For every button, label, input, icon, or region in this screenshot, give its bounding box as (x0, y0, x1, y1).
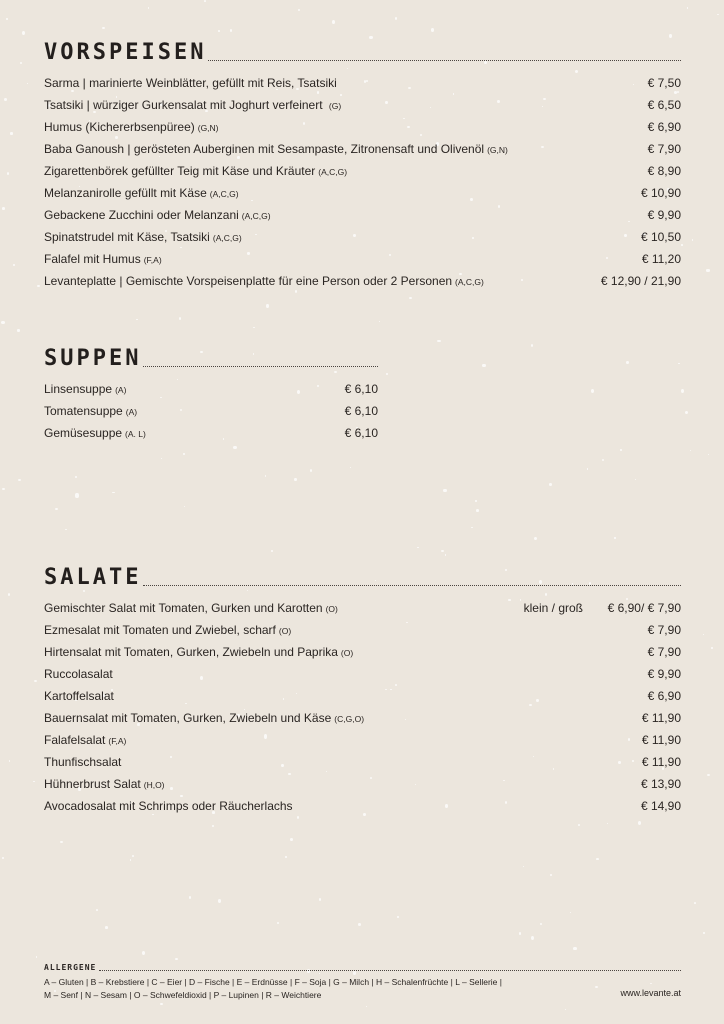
item-price: € 6,90 (647, 689, 681, 703)
paper-speck (34, 680, 37, 682)
paper-speck (136, 319, 137, 320)
paper-speck (37, 285, 39, 287)
item-name (44, 248, 162, 271)
dotted-rule (99, 970, 681, 971)
menu-item (44, 378, 378, 400)
item-price: € 13,90 (640, 777, 681, 791)
paper-speck (112, 492, 114, 494)
paper-speck (266, 304, 269, 307)
paper-speck (476, 509, 479, 512)
paper-speck (681, 389, 684, 393)
paper-speck (75, 493, 78, 497)
menu-item (44, 663, 681, 685)
menu-item (44, 422, 378, 444)
menu-item (44, 248, 681, 270)
paper-speck (298, 9, 300, 12)
menu-item (44, 270, 681, 292)
item-allergens: (A. L) (125, 429, 146, 439)
paper-speck (685, 411, 688, 414)
paper-speck (395, 17, 397, 20)
item-name-text: Avocadosalat mit Schrimps oder Räucherlachs (44, 799, 293, 813)
paper-speck (96, 909, 98, 911)
menu-item (44, 751, 681, 773)
item-allergens: (G,N) (197, 123, 219, 133)
paper-speck (445, 554, 447, 556)
paper-speck (332, 20, 335, 24)
item-name-text: Tomatensuppe (44, 404, 123, 418)
menu-item (44, 400, 378, 422)
item-name (44, 204, 271, 227)
item-price: € 8,90 (647, 164, 681, 178)
paper-speck (55, 508, 58, 510)
section-header (44, 348, 378, 370)
item-allergens: (O) (340, 648, 354, 658)
item-price: € 7,90 (647, 645, 681, 659)
item-allergens: (A,C,G) (209, 189, 239, 199)
item-name-text: Spinatstrudel mit Käse, Tsatsiki (44, 230, 210, 244)
item-name-text: Hirtensalat mit Tomaten, Gurken, Zwiebeln und Paprika (44, 645, 338, 659)
menu-item (44, 729, 681, 751)
item-name (44, 707, 364, 730)
menu-item (44, 182, 681, 204)
paper-speck (2, 488, 5, 490)
item-allergens: (A) (125, 407, 138, 417)
item-name (44, 94, 341, 117)
allergen-legend-line: A – Gluten | B – Krebstiere | C – Eier | D – Fische | E – Erdnüsse | F – Soja | G – Milch | H – Schalenfrüchte | L – Sellerie | (44, 977, 502, 987)
item-allergens: (A,C,G) (241, 211, 271, 221)
item-name (44, 378, 126, 401)
item-name (44, 226, 242, 249)
paper-speck (441, 550, 444, 552)
item-name-text: Gemüsesuppe (44, 426, 123, 440)
paper-speck (482, 364, 485, 368)
paper-speck (607, 823, 608, 825)
paper-speck (540, 923, 542, 926)
item-allergens: (C,G,O) (334, 714, 365, 724)
section-salate (44, 567, 681, 817)
paper-speck (294, 478, 296, 481)
item-price: € 6,90/ € 7,90 (607, 601, 681, 615)
paper-speck (519, 932, 522, 934)
item-name-text: Kartoffelsalat (44, 689, 114, 703)
item-allergens: (A,C,G) (212, 233, 242, 243)
item-price: € 11,90 (641, 733, 681, 747)
item-name (44, 641, 353, 664)
paper-speck (253, 327, 255, 328)
paper-speck (587, 468, 589, 470)
paper-speck (189, 896, 191, 899)
menu-item (44, 707, 681, 729)
menu-item (44, 204, 681, 226)
item-name (44, 729, 126, 752)
paper-speck (717, 14, 719, 15)
menu-list-salate (44, 597, 681, 817)
paper-speck (678, 363, 680, 364)
paper-speck (105, 926, 108, 929)
item-name (44, 751, 121, 773)
paper-speck (409, 297, 412, 299)
menu-item (44, 685, 681, 707)
item-name-text: Thunfischsalat (44, 755, 122, 769)
paper-speck (578, 824, 580, 826)
paper-speck (614, 537, 615, 538)
paper-speck (184, 506, 185, 507)
paper-speck (9, 760, 10, 762)
paper-speck (2, 207, 5, 210)
paper-speck (379, 321, 380, 322)
item-size: klein / groß (523, 601, 583, 615)
paper-speck (290, 838, 293, 841)
menu-item (44, 597, 681, 619)
paper-speck (27, 83, 28, 84)
paper-speck (60, 841, 63, 843)
item-allergens: (A,C,G) (455, 277, 484, 287)
item-name (44, 138, 508, 161)
paper-speck (706, 269, 709, 271)
section-header (44, 567, 681, 589)
item-name-text: Sarma | marinierte Weinblätter, gefüllt mit Reis, Tsatsiki (44, 76, 337, 90)
item-price: € 10,50 (640, 230, 681, 244)
paper-speck (573, 947, 576, 950)
allergen-footer (44, 963, 681, 1002)
item-allergens: (G) (328, 101, 342, 111)
item-name (44, 795, 293, 817)
paper-speck (638, 821, 641, 825)
paper-speck (703, 634, 704, 635)
paper-speck (65, 529, 67, 531)
paper-speck (523, 866, 524, 867)
paper-speck (218, 899, 221, 903)
paper-speck (161, 458, 162, 459)
paper-speck (179, 317, 181, 320)
allergen-legend-line: M – Senf | N – Sesam | O – Schwefeldioxid | P – Lupinen | R – Weichtiere (44, 990, 322, 1000)
paper-speck (681, 244, 683, 246)
menu-item (44, 641, 681, 663)
item-price: € 6,10 (344, 382, 378, 396)
paper-speck (635, 479, 637, 480)
item-name (44, 685, 114, 707)
paper-speck (102, 27, 104, 29)
menu-item (44, 72, 681, 94)
paper-speck (17, 329, 19, 331)
paper-speck (218, 30, 219, 32)
paper-speck (4, 98, 7, 102)
paper-speck (10, 132, 13, 134)
item-price: € 6,90 (647, 120, 681, 134)
item-allergens: (H,O) (143, 780, 165, 790)
paper-speck (711, 647, 713, 650)
paper-speck (8, 593, 10, 596)
menu-item (44, 226, 681, 248)
section-vorspeisen (44, 42, 681, 292)
paper-speck (437, 340, 440, 343)
paper-speck (22, 31, 25, 35)
item-allergens: (F,A) (108, 736, 127, 746)
item-price: € 7,50 (647, 76, 681, 90)
item-name-text: Ruccolasalat (44, 667, 113, 681)
paper-speck (531, 344, 533, 347)
item-price: € 10,90 (640, 186, 681, 200)
paper-speck (707, 774, 710, 776)
paper-speck (602, 459, 604, 461)
item-price: € 11,90 (641, 755, 681, 769)
paper-speck (33, 781, 35, 783)
paper-speck (1, 321, 4, 324)
item-price: € 6,50 (647, 98, 681, 112)
paper-speck (687, 7, 689, 8)
item-name-text: Levanteplatte | Gemischte Vorspeisenplatte für eine Person oder 2 Personen (44, 274, 453, 288)
item-name-text: Humus (Kichererbsenpüree) (44, 120, 195, 134)
paper-speck (620, 449, 622, 450)
item-price: € 7,90 (647, 142, 681, 156)
allergen-title: ALLERGENE (44, 963, 97, 972)
paper-speck (692, 239, 693, 241)
paper-speck (570, 912, 571, 913)
paper-speck (531, 936, 534, 940)
paper-speck (2, 857, 3, 859)
item-name (44, 663, 113, 685)
paper-speck (358, 923, 361, 926)
paper-speck (369, 36, 372, 39)
menu-item (44, 116, 681, 138)
item-price: € 6,10 (344, 404, 378, 418)
paper-speck (690, 450, 692, 451)
paper-speck (591, 389, 594, 393)
item-name-text: Zigarettenbörek gefüllter Teig mit Käse und Kräuter (44, 164, 316, 178)
item-name (44, 773, 165, 796)
paper-speck (550, 874, 552, 876)
paper-speck (142, 951, 145, 955)
paper-speck (417, 547, 418, 548)
paper-speck (350, 467, 351, 468)
item-name (44, 270, 484, 293)
paper-speck (277, 922, 279, 924)
paper-speck (36, 956, 37, 958)
item-name-text: Bauernsalat mit Tomaten, Gurken, Zwiebeln und Käse (44, 711, 332, 725)
section-title-salate: SALATE (44, 565, 142, 590)
paper-speck (366, 1006, 368, 1007)
paper-speck (565, 1009, 566, 1010)
paper-speck (549, 483, 552, 486)
paper-speck (130, 859, 132, 860)
section-header (44, 42, 681, 64)
paper-speck (233, 446, 236, 449)
item-price: € 11,90 (641, 711, 681, 725)
paper-speck (431, 28, 434, 31)
item-name-text: Falafelsalat (44, 733, 106, 747)
item-name-text: Hühnerbrust Salat (44, 777, 141, 791)
item-name-text: Falafel mit Humus (44, 252, 141, 266)
item-name-text: Tsatsiki | würziger Gurkensalat mit Joghurt verfeinert (44, 98, 326, 112)
website-link[interactable]: www.levante.at (620, 988, 681, 998)
dotted-rule (143, 585, 681, 586)
paper-speck (471, 527, 473, 529)
menu-list-suppen (44, 378, 378, 444)
item-price: € 9,90 (647, 667, 681, 681)
item-name-text: Gebackene Zucchini oder Melanzani (44, 208, 239, 222)
paper-speck (534, 537, 537, 540)
paper-speck (386, 373, 388, 375)
paper-speck (18, 479, 21, 481)
paper-speck (596, 858, 598, 860)
paper-speck (310, 469, 312, 472)
item-name-text: Melanzanirolle gefüllt mit Käse (44, 186, 207, 200)
menu-item (44, 795, 681, 817)
item-name-text: Baba Ganoush | gerösteten Auberginen mit Sesampaste, Zitronensaft und Olivenöl (44, 142, 485, 156)
menu-item (44, 773, 681, 795)
paper-speck (443, 489, 446, 493)
item-name (44, 72, 337, 94)
paper-speck (212, 825, 214, 828)
paper-speck (626, 361, 629, 364)
item-name (44, 400, 137, 423)
item-allergens: (O) (278, 626, 292, 636)
paper-speck (75, 476, 77, 479)
paper-speck (20, 62, 22, 64)
paper-speck (160, 1003, 163, 1005)
paper-speck (265, 475, 266, 477)
section-title-vorspeisen: VORSPEISEN (44, 40, 207, 65)
item-name-text: Ezmesalat mit Tomaten und Zwiebel, scharf (44, 623, 276, 637)
item-allergens: (F,A) (143, 255, 162, 265)
paper-speck (319, 898, 321, 901)
item-name (44, 597, 338, 620)
menu-list-vorspeisen (44, 72, 681, 292)
paper-speck (132, 855, 134, 857)
item-allergens: (G,N) (487, 145, 508, 155)
item-name (44, 160, 347, 183)
paper-speck (183, 453, 185, 455)
paper-speck (397, 916, 399, 917)
dotted-rule (143, 366, 378, 367)
item-price: € 9,90 (647, 208, 681, 222)
section-suppen (44, 348, 378, 444)
item-name (44, 116, 219, 139)
paper-speck (285, 856, 288, 858)
paper-speck (669, 34, 672, 37)
item-allergens: (O) (325, 604, 338, 614)
paper-speck (6, 18, 9, 20)
item-price: € 7,90 (647, 623, 681, 637)
paper-speck (703, 932, 705, 933)
menu-item (44, 160, 681, 182)
paper-speck (475, 500, 477, 502)
menu-item (44, 94, 681, 116)
dotted-rule (208, 60, 681, 61)
item-price: € 14,90 (640, 799, 681, 813)
item-name-text: Linsensuppe (44, 382, 113, 396)
menu-item (44, 619, 681, 641)
paper-speck (13, 264, 15, 266)
paper-speck (148, 7, 150, 9)
paper-speck (708, 454, 709, 455)
paper-speck (694, 902, 696, 904)
paper-speck (230, 29, 233, 32)
item-name (44, 619, 291, 642)
menu-item (44, 138, 681, 160)
paper-speck (7, 172, 9, 175)
paper-speck (204, 0, 206, 2)
item-price: € 6,10 (344, 426, 378, 440)
paper-speck (271, 550, 273, 553)
section-title-suppen: SUPPEN (44, 346, 142, 371)
item-name (44, 422, 146, 445)
item-price: € 12,90 / 21,90 (600, 274, 681, 288)
item-price: € 11,20 (641, 252, 681, 266)
paper-speck (175, 958, 178, 960)
item-allergens: (A,C,G) (318, 167, 348, 177)
item-name-text: Gemischter Salat mit Tomaten, Gurken und Karotten (44, 601, 323, 615)
allergen-header (44, 963, 681, 972)
item-name (44, 182, 239, 205)
item-allergens: (A) (115, 385, 127, 395)
